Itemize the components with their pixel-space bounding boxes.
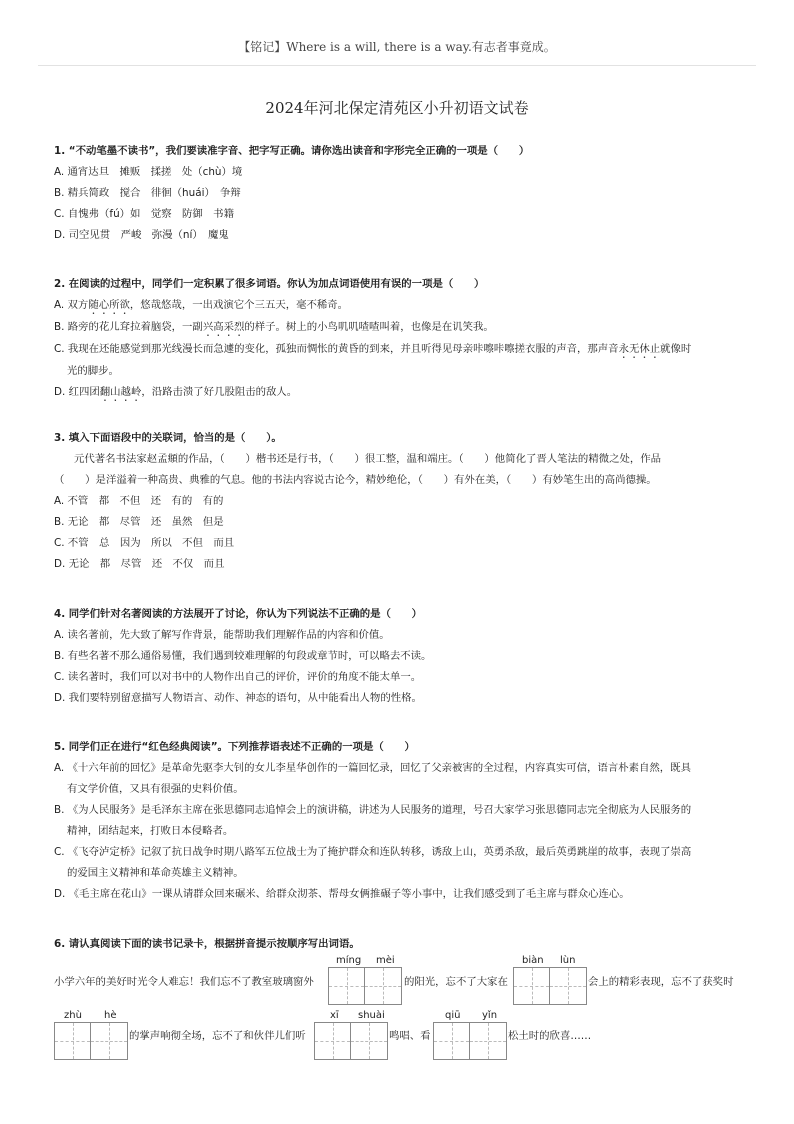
option-b: B. 《为人民服务》是毛泽东主席在张思德同志追悼会上的演讲稿，讲述为人民服务的道理，号召大家学习张思德同志完全彻底为人民服务的 <box>54 804 692 816</box>
option-b <box>54 317 754 339</box>
pinyin-hint: yǐn <box>482 1010 498 1021</box>
option-text: 的样子。树上的小鸟叽叽喳喳叫着，也像是在讥笑我。 <box>244 321 494 333</box>
motto-header: 【铭记】Where is a will, there is a way.有志者事竟成。 <box>238 40 556 54</box>
dotted-phrase: 翻山越岭 <box>99 386 142 398</box>
pinyin-hint: hè <box>104 1010 117 1021</box>
passage-line: 元代著名书法家赵孟頫的作品，（ ）楷书还是行书，（ ）很工整，温和端庄。（ ）他简化了晋人笔法的精微之处，作品 <box>74 453 662 465</box>
option-d <box>54 382 754 404</box>
record-text: 的掌声响彻全场，忘不了和伙伴儿们听 <box>129 1030 306 1042</box>
option-a: A. 《十六年前的回忆》是革命先驱李大钊的女儿李星华创作的一篇回忆录，回忆了父亲被害的全过程，内容真实可信，语言朴素自然，既具 <box>54 762 691 774</box>
question-stem: 5. 同学们正在进行“红色经典阅读”。下列推荐语表述不正确的一项是（ ） <box>54 741 415 753</box>
option-c-continued: 的爱国主义精神和革命英雄主义精神。 <box>67 867 244 879</box>
option-text: D. 红四团 <box>54 386 100 398</box>
dotted-phrase: 兴高采烈 <box>202 321 245 333</box>
answer-grid-2[interactable] <box>513 967 587 1005</box>
option-a: A. 不管 都 不但 还 有的 有的 <box>54 495 224 507</box>
answer-cell[interactable] <box>55 1023 91 1059</box>
answer-cell[interactable] <box>91 1023 127 1059</box>
option-d: D. 司空见贯 严峻 弥漫（ní） 魔鬼 <box>54 229 229 241</box>
pinyin-hint: biàn <box>522 955 544 966</box>
dotted-phrase: 随心所欲 <box>88 299 130 311</box>
dotted-phrase: 永无休止 <box>618 343 661 355</box>
question-2 <box>54 274 754 404</box>
option-a: A. 读名著前，先大致了解写作背景，能帮助我们理解作品的内容和价值。 <box>54 629 390 641</box>
option-d: D. 无论 都 尽管 还 不仅 而且 <box>54 558 225 570</box>
option-c-continued: 光的脚步。 <box>67 365 119 377</box>
question-stem: 3. 填入下面语段中的关联词，恰当的是（ ）。 <box>54 432 282 444</box>
record-text: 的阳光，忘不了大家在 <box>404 976 508 988</box>
option-a <box>54 295 754 317</box>
question-4 <box>54 604 754 709</box>
pinyin-hint: mèi <box>376 955 395 966</box>
answer-grid-4[interactable] <box>314 1022 388 1060</box>
question-3 <box>54 428 754 575</box>
answer-cell[interactable] <box>315 1023 351 1059</box>
option-b-continued: 精神，团结起来，打败日本侵略者。 <box>67 825 234 837</box>
question-stem: 2. 在阅读的过程中，同学们一定积累了很多词语。你认为加点词语使用有误的一项是（ ） <box>54 278 485 290</box>
answer-cell[interactable] <box>329 968 365 1004</box>
option-b: B. 有些名著不那么通俗易懂，我们遇到较难理解的句段或章节时，可以略去不读。 <box>54 650 432 662</box>
pinyin-hint: zhù <box>64 1010 82 1021</box>
record-text: 会上的精彩表现，忘不了获奖时 <box>588 976 734 988</box>
page-title: 2024年河北保定清苑区小升初语文试卷 <box>265 99 529 117</box>
question-5 <box>54 737 754 905</box>
answer-cell[interactable] <box>365 968 401 1004</box>
answer-cell[interactable] <box>434 1023 470 1059</box>
option-d: D. 《毛主席在花山》一课从请群众回来碾米、给群众沏茶、帮母女俩推碾子等小事中，让我们感受到了毛主席与群众心连心。 <box>54 888 630 900</box>
record-text: 松土时的欣喜…… <box>508 1030 592 1042</box>
option-c: C. 自愧弗（fú）如 觉察 防御 书籍 <box>54 208 234 220</box>
option-a: A. 通宵达旦 摊贩 揉搓 处（chù）境 <box>54 166 243 178</box>
option-d: D. 我们要特别留意描写人物语言、动作、神态的语句，从中能看出人物的性格。 <box>54 692 422 704</box>
question-6-stem: 6. 请认真阅读下面的读书记录卡，根据拼音提示按顺序写出词语。 <box>54 938 360 950</box>
answer-cell[interactable] <box>470 1023 506 1059</box>
option-c <box>54 339 754 361</box>
option-text: C. 我现在还能感觉到那光线漫长而急遽的变化，孤独而惆怅的黄昏的到来，并且听得见母亲咔嚓咔嚓搓衣服的声音，那声音 <box>54 343 619 355</box>
option-c: C. 读名著时，我们可以对书中的人物作出自己的评价，评价的角度不能太单一。 <box>54 671 422 683</box>
record-text: 小学六年的美好时光令人难忘！我们忘不了教室玻璃窗外 <box>54 976 314 988</box>
answer-grid-5[interactable] <box>433 1022 507 1060</box>
option-b: B. 无论 都 尽管 还 虽然 但是 <box>54 516 224 528</box>
option-text: ，悠哉悠哉，一出戏演它个三五天，毫不稀奇。 <box>129 299 349 311</box>
pinyin-hint: qiū <box>445 1010 461 1021</box>
pinyin-hint: xī <box>330 1010 339 1021</box>
pinyin-hint: míng <box>336 955 362 966</box>
option-c: C. 《飞夺泸定桥》记叙了抗日战争时期八路军五位战士为了掩护群众和连队转移，诱敌上山，英勇杀敌，最后英勇跳崖的故事，表现了崇高 <box>54 846 692 858</box>
option-text: B. 路旁的花儿耷拉着脑袋，一副 <box>54 321 203 333</box>
record-text: 鸣唱、看 <box>389 1030 431 1042</box>
option-text: A. 双方 <box>54 299 89 311</box>
answer-grid-3[interactable] <box>54 1022 128 1060</box>
answer-cell[interactable] <box>351 1023 387 1059</box>
option-text: 就像时 <box>660 343 692 355</box>
option-b: B. 精兵简政 搅合 徘徊（huái） 争辩 <box>54 187 241 199</box>
answer-cell[interactable] <box>514 968 550 1004</box>
question-stem: 1. “不动笔墨不读书”，我们要读准字音、把字写正确。请你选出读音和字形完全正确的一项是（ ） <box>54 145 530 157</box>
pinyin-hint: lùn <box>560 955 576 966</box>
option-a-continued: 有文学价值，又具有很强的史料价值。 <box>67 783 244 795</box>
option-c: C. 不管 总 因为 所以 不但 而且 <box>54 537 235 549</box>
pinyin-hint: shuài <box>358 1010 385 1021</box>
question-stem: 4. 同学们针对名著阅读的方法展开了讨论，你认为下列说法不正确的是（ ） <box>54 608 423 620</box>
question-1 <box>54 141 754 246</box>
option-text: ，沿路击溃了好几股阻击的敌人。 <box>141 386 298 398</box>
passage-line: （ ）是洋溢着一种高贵、典雅的气息。他的书法内容说古论今，精妙绝伦，（ ）有外在美，（ ）有妙笔生出的高尚德操。 <box>54 474 657 486</box>
answer-grid-1[interactable] <box>328 967 402 1005</box>
header-divider <box>38 65 756 66</box>
answer-cell[interactable] <box>550 968 586 1004</box>
